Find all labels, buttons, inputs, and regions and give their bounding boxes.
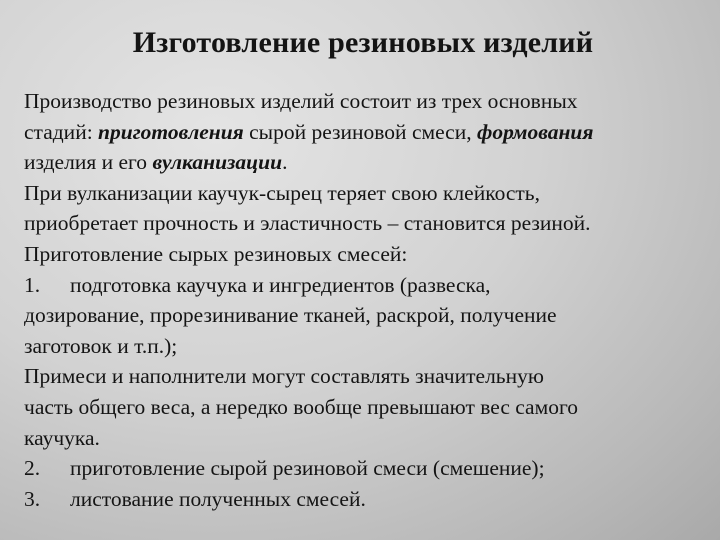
keyword-preparation: приготовления <box>98 119 244 144</box>
vulcanization-line-2: приобретает прочность и эластичность – становится резиной. <box>24 211 591 236</box>
intro-text: сырой резиновой смеси, <box>243 119 477 144</box>
intro-text: изделия и его <box>24 150 153 175</box>
step-1-text: подготовка каучука и ингредиентов (развеска, <box>70 272 491 297</box>
intro-line-2 <box>24 117 716 148</box>
step-2-text: приготовление сырой резиновой смеси (смешение); <box>70 456 545 481</box>
intro-line-3 <box>24 147 716 178</box>
keyword-vulcanization: вулканизации <box>152 150 283 175</box>
step-1-line-3: заготовок и т.п.); <box>24 333 178 358</box>
step-2 <box>24 453 716 484</box>
note-line-2: часть общего веса, а нередко вообще превышают вес самого <box>24 394 578 419</box>
step-1-number: 1. <box>24 272 41 297</box>
step-3-text: листование полученных смесей. <box>70 486 366 511</box>
intro-text: . <box>282 150 288 175</box>
keyword-forming: формования <box>476 119 594 144</box>
intro-line-1: Производство резиновых изделий состоит из трех основных <box>24 89 578 113</box>
step-3-number: 3. <box>24 486 41 511</box>
step-2-number: 2. <box>24 456 41 481</box>
step-1-line-2: дозирование, прорезинивание тканей, раскрой, получение <box>24 303 557 328</box>
slide-title: Изготовление резиновых изделий <box>132 26 594 59</box>
slide-body <box>24 86 716 514</box>
step-3 <box>24 484 716 515</box>
note-line-1: Примеси и наполнители могут составлять значительную <box>24 364 544 389</box>
section-heading: Приготовление сырых резиновых смесей: <box>24 241 408 266</box>
step-1-line-1 <box>24 270 716 301</box>
vulcanization-line-1: При вулканизации каучук-сырец теряет свою клейкость, <box>24 180 540 205</box>
note-line-3: каучука. <box>24 425 100 450</box>
intro-text: стадий: <box>24 119 99 144</box>
